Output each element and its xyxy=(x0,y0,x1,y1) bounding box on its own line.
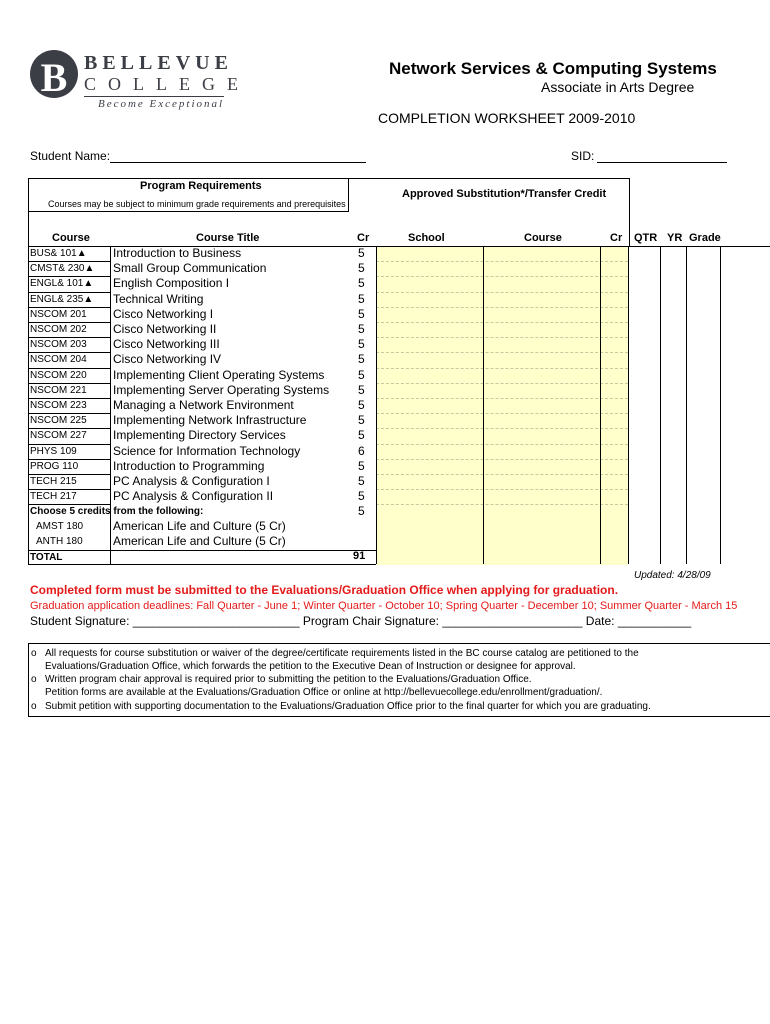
row-divider xyxy=(28,276,111,277)
col-sub-course: Course xyxy=(524,232,562,244)
row-course-title: Cisco Networking IV xyxy=(113,352,222,367)
row-course-code: BUS& 101▲ xyxy=(30,248,87,259)
substitution-row-line xyxy=(376,276,628,277)
row-course-title: Cisco Networking I xyxy=(113,306,214,321)
choose-credits-label: Choose 5 credits from the following: xyxy=(30,506,204,517)
row-credits: 5 xyxy=(358,306,365,321)
row-divider xyxy=(28,474,111,475)
row-course-code: NSCOM 201 xyxy=(30,308,87,320)
row-divider xyxy=(28,292,111,293)
row-course-title: Implementing Directory Services xyxy=(113,428,286,443)
logo-name-line2: COLLEGE xyxy=(84,74,250,94)
row-course-code: NSCOM 204 xyxy=(30,354,87,366)
row-course-code: ENGL& 101▲ xyxy=(30,278,94,290)
row-divider xyxy=(28,368,111,369)
row-course-code: NSCOM 202 xyxy=(30,324,87,335)
program-title: Network Services & Computing Systems xyxy=(389,59,717,78)
row-course-code: NSCOM 221 xyxy=(30,384,87,396)
row-credits: 5 xyxy=(358,382,365,397)
choice-course: ANTH 180 xyxy=(36,536,83,547)
worksheet-title: COMPLETION WORKSHEET 2009-2010 xyxy=(378,110,636,126)
row-credits: 6 xyxy=(358,443,365,458)
row-credits: 5 xyxy=(358,474,365,488)
logo-tagline: Become Exceptional xyxy=(98,98,225,110)
substitution-row-line xyxy=(376,261,628,262)
row-divider xyxy=(28,337,111,338)
row-course-title: Cisco Networking III xyxy=(113,337,220,352)
row-course-code: PROG 110 xyxy=(30,460,79,472)
choose-credits-cr: 5 xyxy=(358,504,365,518)
row-course-code: CMST& 230▲ xyxy=(30,263,95,275)
substitution-header: Approved Substitution*/Transfer Credit xyxy=(402,188,607,200)
substitution-row-line xyxy=(376,474,628,475)
row-course-title: Technical Writing xyxy=(113,291,204,306)
col-course-title: Course Title xyxy=(196,232,260,244)
row-course-title: Cisco Networking II xyxy=(113,322,217,336)
row-divider xyxy=(28,489,111,490)
row-divider xyxy=(28,444,111,445)
logo-divider xyxy=(84,96,224,97)
row-credits: 5 xyxy=(358,337,365,352)
row-credits: 5 xyxy=(358,352,365,367)
updated-date: Updated: 4/28/09 xyxy=(634,570,711,581)
requirements-table xyxy=(28,178,721,564)
substitution-row-line xyxy=(376,428,628,429)
total-label: TOTAL xyxy=(30,552,63,563)
row-course-code: ENGL& 235▲ xyxy=(30,293,94,305)
row-course-code: NSCOM 220 xyxy=(30,369,87,381)
sid-label: SID: xyxy=(571,149,595,163)
logo-name-line1: BELLEVUE xyxy=(84,52,233,74)
row-course-title: PC Analysis & Configuration I xyxy=(113,474,270,488)
substitution-row-line xyxy=(376,413,628,414)
row-course-code: PHYS 109 xyxy=(30,445,77,457)
col-course: Course xyxy=(52,232,90,244)
substitution-row-line xyxy=(376,322,628,323)
row-course-title: English Composition I xyxy=(113,276,230,291)
substitution-row-line xyxy=(376,459,628,460)
row-course-code: NSCOM 223 xyxy=(30,400,87,411)
policy-item: Evaluations/Graduation Office, which forwards the petition to the Executive Dean of Instruction or designee for approval. xyxy=(45,661,576,672)
substitution-row-line xyxy=(376,368,628,369)
policy-item: All requests for course substitution or waiver of the degree/certificate requirements listed in the BC course catalog are petitioned to the xyxy=(45,648,639,659)
col-school: School xyxy=(408,232,445,244)
row-course-title: Introduction to Business xyxy=(113,246,242,260)
row-course-title: Implementing Server Operating Systems xyxy=(113,382,330,397)
substitution-row-line xyxy=(376,504,628,505)
row-credits: 5 xyxy=(358,322,365,336)
graduation-deadlines: Graduation application deadlines: Fall Quarter - June 1; Winter Quarter - October 10; Spring Quarter - December 10; Summer Quarter - March 15 xyxy=(30,600,738,612)
row-credits: 5 xyxy=(358,413,365,428)
signature-line: Student Signature: _________________________ Program Chair Signature: _____________________ Date: ___________ xyxy=(30,614,692,628)
substitution-fill xyxy=(376,246,628,565)
submit-notice: Completed form must be submitted to the Evaluations/Graduation Office when applying for graduation. xyxy=(30,583,619,597)
substitution-row-line xyxy=(376,398,628,399)
college-logo xyxy=(30,50,78,98)
row-divider xyxy=(28,398,111,399)
substitution-row-line xyxy=(376,383,628,384)
col-sub-cr: Cr xyxy=(610,232,623,244)
degree-title: Associate in Arts Degree xyxy=(541,79,695,95)
col-qtr: QTR xyxy=(634,232,658,244)
row-course-code: NSCOM 225 xyxy=(30,415,87,427)
program-requirements-header: Program Requirements xyxy=(140,180,262,192)
row-divider xyxy=(28,352,111,353)
row-course-title: PC Analysis & Configuration II xyxy=(113,489,274,504)
row-course-title: Implementing Client Operating Systems xyxy=(113,367,325,382)
choice-title: American Life and Culture (5 Cr) xyxy=(113,534,286,548)
row-course-code: TECH 217 xyxy=(30,491,77,503)
choice-title: American Life and Culture (5 Cr) xyxy=(113,519,286,533)
row-course-title: Science for Information Technology xyxy=(113,443,301,458)
row-credits: 5 xyxy=(358,398,365,412)
bullet: o xyxy=(31,701,37,712)
row-course-code: NSCOM 227 xyxy=(30,430,87,442)
row-course-title: Managing a Network Environment xyxy=(113,398,294,412)
row-credits: 5 xyxy=(358,458,365,473)
row-course-code: TECH 215 xyxy=(30,476,77,487)
substitution-row-line xyxy=(376,352,628,353)
row-credits: 5 xyxy=(358,428,365,443)
substitution-row-line xyxy=(376,307,628,308)
row-course-title: Implementing Network Infrastructure xyxy=(113,413,307,428)
col-yr: YR xyxy=(667,232,683,244)
substitution-row-line xyxy=(376,292,628,293)
choice-course: AMST 180 xyxy=(36,521,84,532)
policy-item: Submit petition with supporting documentation to the Evaluations/Graduation Office prior to the final quarter for which you are graduating. xyxy=(45,701,651,712)
col-cr: Cr xyxy=(357,232,370,244)
row-divider xyxy=(28,428,111,429)
row-divider xyxy=(28,322,111,323)
substitution-row-line xyxy=(376,444,628,445)
substitution-row-line xyxy=(376,337,628,338)
row-credits: 5 xyxy=(358,246,365,260)
student-name-label: Student Name: xyxy=(30,149,111,163)
row-course-title: Small Group Communication xyxy=(113,261,267,276)
row-course-code: NSCOM 203 xyxy=(30,339,87,351)
row-divider xyxy=(28,459,111,460)
row-credits: 5 xyxy=(358,276,365,291)
student-name-field[interactable] xyxy=(110,162,366,163)
row-course-title: Introduction to Programming xyxy=(113,458,265,473)
substitution-row-line xyxy=(376,489,628,490)
policy-item: Petition forms are available at the Evaluations/Graduation Office or online at http://bellevuecollege.edu/enrollment/graduation/. xyxy=(45,687,603,698)
total-credits: 91 xyxy=(353,550,366,562)
row-credits: 5 xyxy=(358,489,365,504)
row-credits: 5 xyxy=(358,367,365,382)
policy-item: Written program chair approval is required prior to submitting the petition to the Evaluations/Graduation Office. xyxy=(45,674,532,685)
sid-field[interactable] xyxy=(597,162,727,163)
requirements-note: Courses may be subject to minimum grade requirements and prerequisites xyxy=(48,199,346,209)
row-credits: 5 xyxy=(358,291,365,306)
row-divider xyxy=(28,307,111,308)
col-grade: Grade xyxy=(689,232,721,244)
row-divider xyxy=(28,383,111,384)
bullet: o xyxy=(31,648,37,659)
policy-box xyxy=(28,643,770,717)
bullet: o xyxy=(31,674,37,685)
row-credits: 5 xyxy=(358,261,365,276)
logo-letter: B xyxy=(40,55,68,100)
row-divider xyxy=(28,261,111,262)
row-divider xyxy=(28,413,111,414)
